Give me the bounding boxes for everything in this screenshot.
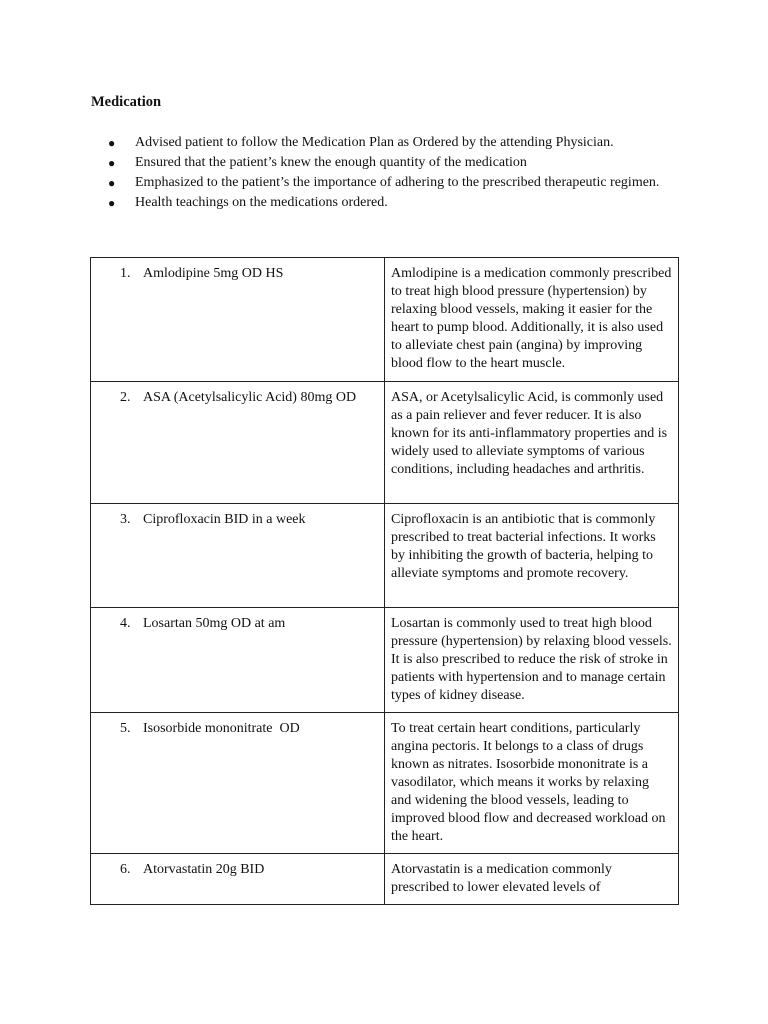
table-row <box>91 382 679 504</box>
bullet-icon: ● <box>108 136 116 150</box>
medication-name-cell <box>91 713 385 854</box>
table-row <box>91 608 679 713</box>
instruction-list <box>108 133 678 213</box>
list-item-text: Ensured that the patient’s knew the enough quantity of the medication <box>135 155 527 170</box>
bullet-icon: ● <box>108 176 116 190</box>
list-item <box>108 133 678 153</box>
list-item <box>108 173 678 193</box>
table-row <box>91 854 679 905</box>
medication-description: ASA, or Acetylsalicylic Acid, is commonly used as a pain reliever and fever reducer. It is also known for its anti-inflammatory properties and is widely used to alleviate symptoms of various conditions, including headaches and arthritis. <box>385 382 679 504</box>
table-row <box>91 504 679 608</box>
medication-name: Amlodipine 5mg OD HS <box>143 266 284 281</box>
medication-name: ASA (Acetylsalicylic Acid) 80mg OD <box>143 390 357 405</box>
medication-description: To treat certain heart conditions, particularly angina pectoris. It belongs to a class of drugs known as nitrates. Isosorbide mononitrate is a vasodilator, which means it works by relaxing and widening the blood vessels, leading to improved blood flow and decreased workload on the heart. <box>385 713 679 854</box>
section-heading: Medication <box>91 94 162 110</box>
row-number: 2. <box>120 390 131 405</box>
bullet-icon: ● <box>108 156 116 170</box>
table-row <box>91 713 679 854</box>
medication-description: Ciprofloxacin is an antibiotic that is commonly prescribed to treat bacterial infections. It works by inhibiting the growth of bacteria, helping to alleviate symptoms and promote recovery. <box>385 504 679 608</box>
medication-table <box>90 257 679 905</box>
medication-name: Ciprofloxacin BID in a week <box>143 512 306 527</box>
table-row <box>91 258 679 382</box>
row-number: 4. <box>120 616 131 631</box>
medication-description: Atorvastatin is a medication commonly prescribed to lower elevated levels of <box>385 854 679 905</box>
medication-name-cell <box>91 608 385 713</box>
medication-name-cell <box>91 504 385 608</box>
medication-name: Isosorbide mononitrate OD <box>143 721 300 736</box>
bullet-icon: ● <box>108 196 116 210</box>
medication-name-cell <box>91 382 385 504</box>
medication-name: Losartan 50mg OD at am <box>143 616 286 631</box>
medication-name: Atorvastatin 20g BID <box>143 862 265 877</box>
medication-name-cell <box>91 258 385 382</box>
row-number: 5. <box>120 721 131 736</box>
list-item <box>108 153 678 173</box>
list-item <box>108 193 678 213</box>
medication-description: Losartan is commonly used to treat high blood pressure (hypertension) by relaxing blood vessels. It is also prescribed to reduce the risk of stroke in patients with hypertension and to manage certain types of kidney disease. <box>385 608 679 713</box>
row-number: 3. <box>120 512 131 527</box>
medication-name-cell <box>91 854 385 905</box>
row-number: 6. <box>120 862 131 877</box>
row-number: 1. <box>120 266 131 281</box>
list-item-text: Advised patient to follow the Medication Plan as Ordered by the attending Physician. <box>135 135 614 150</box>
medication-description: Amlodipine is a medication commonly prescribed to treat high blood pressure (hypertension) by relaxing blood vessels, making it easier for the heart to pump blood. Additionally, it is also used to alleviate chest pain (angina) by improving blood flow to the heart muscle. <box>385 258 679 382</box>
list-item-text: Health teachings on the medications ordered. <box>135 195 388 210</box>
list-item-text: Emphasized to the patient’s the importance of adhering to the prescribed therapeutic regimen. <box>135 175 660 190</box>
